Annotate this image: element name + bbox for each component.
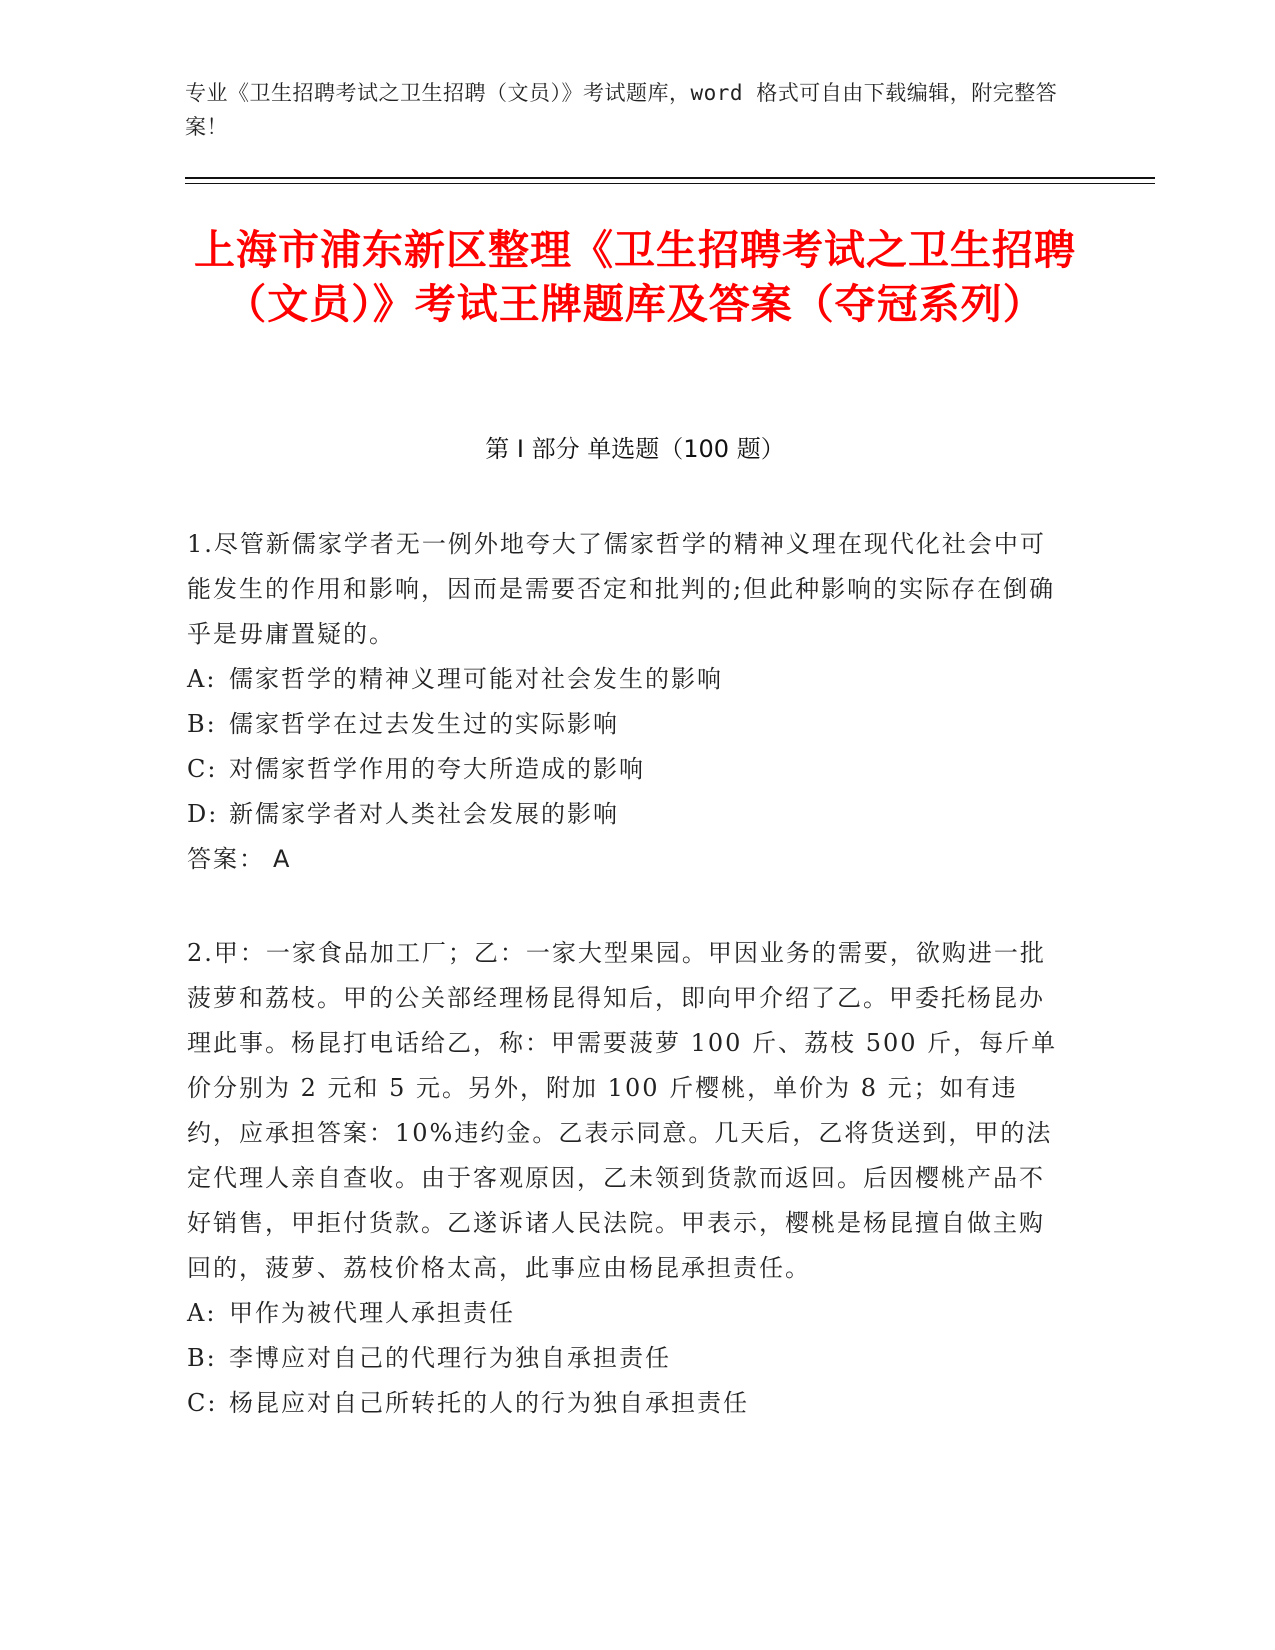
option-letter: A:	[187, 665, 217, 693]
option-letter: D:	[187, 800, 219, 828]
header-note: 专业《卫生招聘考试之卫生招聘（文员）》考试题库，word 格式可自由下载编辑，附完整答案！	[185, 81, 1058, 139]
question-1	[187, 522, 1067, 882]
answer-line	[187, 837, 1067, 882]
question-stem: 1.尽管新儒家学者无一例外地夸大了儒家哲学的精神义理在现代化社会中可能发生的作用和影响，因而是需要否定和批判的;但此种影响的实际存在倒确乎是毋庸置疑的。	[187, 530, 1056, 648]
question-stem: 2.甲：一家食品加工厂；乙：一家大型果园。甲因业务的需要，欲购进一批菠萝和荔枝。甲的公关部经理杨昆得知后，即向甲介绍了乙。甲委托杨昆办理此事。杨昆打电话给乙，称：甲需要菠萝 100 斤、荔枝 500 斤，每斤单价分别为 2 元和 5 元。另外，附加 100 斤樱桃，单价为 8 元；如有违约，应承担答案：10%违约金。乙表示同意。几天后，乙将货送到，甲的法定代理人亲自查收。由于客观原因，乙未领到货款而返回。后因樱桃产品不好销售，甲拒付货款。乙遂诉诸人民法院。甲表示，樱桃是杨昆擅自做主购回的，菠萝、荔枝价格太高，此事应由杨昆承担责任。	[187, 939, 1058, 1282]
option-text: 儒家哲学的精神义理可能对社会发生的影响	[229, 665, 723, 693]
option-text: 儒家哲学在过去发生过的实际影响	[229, 710, 619, 738]
option-text: 甲作为被代理人承担责任	[229, 1299, 515, 1327]
option-letter: B:	[187, 1344, 217, 1372]
option-b	[187, 1336, 1067, 1381]
option-text: 对儒家哲学作用的夸大所造成的影响	[229, 755, 645, 783]
option-text: 杨昆应对自己所转托的人的行为独自承担责任	[229, 1389, 749, 1417]
option-letter: B:	[187, 710, 217, 738]
option-c	[187, 747, 1067, 792]
option-text: 新儒家学者对人类社会发展的影响	[229, 800, 619, 828]
answer-value: A	[273, 845, 292, 873]
option-a	[187, 657, 1067, 702]
question-2	[187, 931, 1067, 1426]
option-d	[187, 792, 1067, 837]
answer-label: 答案：	[187, 845, 265, 873]
option-c	[187, 1381, 1067, 1426]
option-letter: C:	[187, 755, 218, 783]
section-heading: 第 I 部分 单选题（100 题）	[485, 435, 785, 463]
header-divider-thin	[185, 183, 1155, 184]
header-divider-thick	[185, 177, 1155, 179]
option-text: 李博应对自己的代理行为独自承担责任	[229, 1344, 671, 1372]
option-letter: C:	[187, 1389, 218, 1417]
option-a	[187, 1291, 1067, 1336]
document-title: 上海市浦东新区整理《卫生招聘考试之卫生招聘（文员）》考试王牌题库及答案（夺冠系列）	[194, 226, 1076, 328]
option-letter: A:	[187, 1299, 217, 1327]
option-b	[187, 702, 1067, 747]
